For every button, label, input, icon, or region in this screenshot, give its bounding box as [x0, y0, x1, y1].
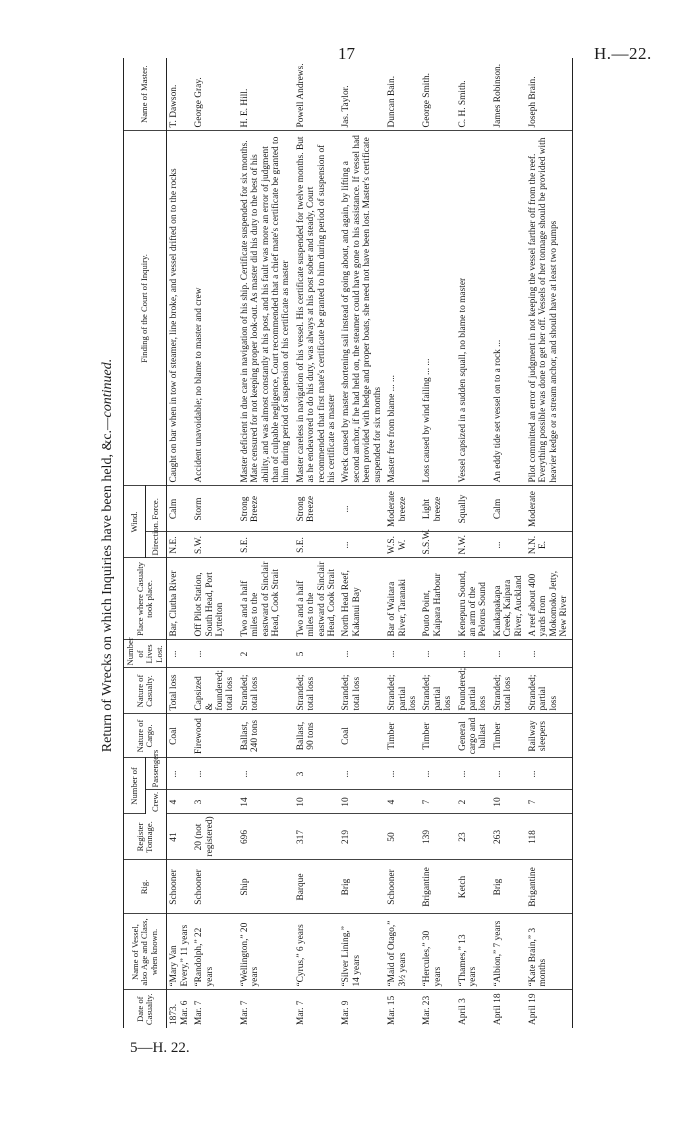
direction-cell: ... [491, 532, 526, 558]
vessel-cell: “Albion,” 7 years [491, 914, 526, 990]
casualty-cell: Stranded; partial loss [526, 668, 572, 714]
force-cell: ... [339, 486, 385, 532]
passengers-cell: ... [456, 758, 491, 790]
table-row [456, 58, 491, 1028]
passengers-cell: ... [339, 758, 385, 790]
lives-cell: ... [491, 640, 526, 668]
finding-cell: Wreck caused by master shortening sail instead of going about, and again, by lifting a second anchor, if he had held on, the steamer could have gone to his assistance. If vessel had been provided with hedge and proper boats, she need not have been lost. Master's certificate suspended for six months [339, 131, 385, 486]
finding-cell: Accident unavoidable; no blame to master and crew [192, 131, 238, 486]
master-cell: Powell Andrews. [294, 58, 340, 131]
direction-cell: S.S.W. [420, 532, 455, 558]
place-cell: Two and a half miles to the eastward of Sinclair Head, Cook Strait [294, 558, 340, 640]
master-cell: Joseph Brain. [526, 58, 572, 131]
header-wind: Wind. [124, 486, 146, 558]
table-row [192, 58, 238, 1028]
force-cell: Strong Breeze [294, 486, 340, 532]
header-direction: Direction. [145, 532, 167, 558]
master-cell: Jas. Taylor. [339, 58, 385, 131]
rig-cell: Ketch [456, 860, 491, 914]
date-cell: April 19 [526, 990, 572, 1028]
direction-cell: S.W. [192, 532, 238, 558]
casualty-cell: Total loss [167, 668, 192, 714]
crew-cell: 2 [456, 790, 491, 814]
rotated-table-area [95, 63, 685, 1028]
lives-cell: ... [192, 640, 238, 668]
header-tonnage: Register Tonnage. [124, 814, 167, 860]
passengers-cell: ... [385, 758, 420, 790]
direction-cell: N.E. [167, 532, 192, 558]
cargo-cell: Coal [339, 714, 385, 758]
force-cell: Moderate [526, 486, 572, 532]
cargo-cell: Firewood [192, 714, 238, 758]
vessel-cell: “Kate Brain,” 3 months [526, 914, 572, 990]
master-cell: H. E. Hill. [238, 58, 294, 131]
lives-cell: 2 [238, 640, 294, 668]
vessel-cell: “Hercules,” 30 years [420, 914, 455, 990]
finding-cell: Pilot committed an error of judgment in not keeping the vessel farther off from the reef. Everything possible was done to get her off. Vessels of her tonnage should be provided with heavier kedge or a stream anchor, and should have at least two pumps [526, 131, 572, 486]
crew-cell: 7 [420, 790, 455, 814]
crew-cell: 4 [167, 790, 192, 814]
rig-cell: Schooner [385, 860, 420, 914]
rig-cell: Ship [238, 860, 294, 914]
rig-cell: Brig [491, 860, 526, 914]
passengers-cell: ... [192, 758, 238, 790]
tonnage-cell: 50 [385, 814, 420, 860]
place-cell: Two and a half miles to the eastward of Sinclair Head, Cook Strait [238, 558, 294, 640]
passengers-cell: ... [167, 758, 192, 790]
place-cell: Bar, Clutha River [167, 558, 192, 640]
header-vessel: Name of Vessel, also Age and Class, when known. [124, 914, 167, 990]
header-casualty: Nature of Casualty. [124, 668, 167, 714]
lives-cell: ... [526, 640, 572, 668]
casualty-cell: Stranded; total loss [238, 668, 294, 714]
table-row [491, 58, 526, 1028]
date-cell: Mar. 7 [295, 1000, 306, 1025]
casualty-cell: Capsized & foundered; total loss [192, 668, 238, 714]
table-body [167, 58, 572, 1028]
table-row [526, 58, 572, 1028]
tonnage-cell: 263 [491, 814, 526, 860]
date-cell: Mar. 15 [387, 995, 398, 1025]
cargo-cell: General cargo and ballast [456, 714, 491, 758]
rig-cell: Brigantine [526, 860, 572, 914]
crew-cell: 10 [339, 790, 385, 814]
finding-cell: Vessel capsized in a sudden squall, no blame to master [456, 131, 491, 486]
cargo-cell: Railway sleepers [526, 714, 572, 758]
date-cell: Mar. 9 [341, 1000, 352, 1025]
place-cell: Kenepuru Sound, an arm of the Pelorus Sound [456, 558, 491, 640]
place-cell: A reef about 400 yards from Mokomoko Jetty, New River [526, 558, 572, 640]
tonnage-cell: 139 [420, 814, 455, 860]
rig-cell: Schooner [167, 860, 192, 914]
casualty-cell: Stranded; partial loss [420, 668, 455, 714]
tonnage-cell: 317 [294, 814, 340, 860]
header-date: Date of Casualty. [124, 990, 167, 1028]
title-suffix: —continued. [100, 358, 115, 430]
crew-cell: 10 [294, 790, 340, 814]
crew-cell: 3 [192, 790, 238, 814]
crew-cell: 14 [238, 790, 294, 814]
table-row [294, 58, 340, 1028]
passengers-cell: 3 [294, 758, 340, 790]
vessel-cell: “Cyrus,” 6 years [294, 914, 340, 990]
crew-cell: 10 [491, 790, 526, 814]
force-cell: Strong Breeze [238, 486, 294, 532]
master-cell: T. Dawson. [167, 58, 192, 131]
master-cell: James Robinson. [491, 58, 526, 131]
lives-cell: ... [167, 640, 192, 668]
tonnage-cell: 118 [526, 814, 572, 860]
rig-cell: Brig [339, 860, 385, 914]
crew-cell: 4 [385, 790, 420, 814]
passengers-cell: ... [420, 758, 455, 790]
direction-cell: N.N. E. [526, 532, 572, 558]
master-cell: Duncan Bain. [385, 58, 420, 131]
force-cell: Storm [192, 486, 238, 532]
finding-cell: Master free from blame ... ... [385, 131, 420, 486]
vessel-cell: “Thames,” 13 years [456, 914, 491, 990]
date-cell: Mar. 23 [422, 995, 433, 1025]
casualty-cell: Stranded; total loss [294, 668, 340, 714]
rig-cell: Barque [294, 860, 340, 914]
lives-cell: 5 [294, 640, 340, 668]
rig-cell: Brigantine [420, 860, 455, 914]
place-cell: Off Pilot Station, South Head, Port Lyttelton [192, 558, 238, 640]
cargo-cell: Ballast, 240 tons [238, 714, 294, 758]
date-cell: April 3 [457, 998, 468, 1025]
finding-cell: Master deficient in due care in navigation of his ship. Certificate suspended for six months. Mate censured for not keeping proper look-out. As master did his duty to the best of his ability, and was almost constantly at his post, and his fault was more an error of judgment than of culpable negligence, Court recommended that a chief mate's certificate be granted to him during period of suspension of his certificate as master [238, 131, 294, 486]
table-row [167, 58, 192, 1028]
cargo-cell: Coal [167, 714, 192, 758]
direction-cell: N.W. [456, 532, 491, 558]
force-cell: Moderate breeze [385, 486, 420, 532]
master-cell: C. H. Smith. [456, 58, 491, 131]
finding-cell: Loss caused by wind failing ... ... [420, 131, 455, 486]
passengers-cell: ... [238, 758, 294, 790]
passengers-cell: ... [491, 758, 526, 790]
direction-cell: ... [339, 532, 385, 558]
table-row [420, 58, 455, 1028]
finding-cell: Caught on bar when in tow of steamer, line broke, and vessel drifted on to the rocks [167, 131, 192, 486]
passengers-cell: ... [526, 758, 572, 790]
finding-cell: An eddy tide set vessel on to a rock ... [491, 131, 526, 486]
vessel-cell: “Maid of Otago,” 3½ years [385, 914, 420, 990]
cargo-cell: Timber [385, 714, 420, 758]
casualty-cell: Stranded; total loss [339, 668, 385, 714]
direction-cell: S.E. [294, 532, 340, 558]
header-master: Name of Master. [124, 58, 167, 131]
tonnage-cell: 219 [339, 814, 385, 860]
lives-cell: ... [456, 640, 491, 668]
vessel-cell: “Mary Van Every,” 11 years [167, 914, 192, 990]
wrecks-table [123, 58, 573, 1028]
document-reference: H.—22. [594, 44, 652, 63]
vessel-cell: “Randolph,” 22 years [192, 914, 238, 990]
date-cell: Mar. 7 [194, 1000, 205, 1025]
tonnage-cell: 23 [456, 814, 491, 860]
header-force: Force. [145, 486, 167, 532]
tonnage-cell: 696 [238, 814, 294, 860]
crew-cell: 7 [526, 790, 572, 814]
rig-cell: Schooner [192, 860, 238, 914]
direction-cell: W.S. W. [385, 532, 420, 558]
header-number-of: Number of [124, 758, 146, 814]
master-cell: George Gray. [192, 58, 238, 131]
date-cell: April 18 [492, 993, 503, 1025]
header-finding: Finding of the Court of Inquiry. [124, 131, 167, 486]
table-row [238, 58, 294, 1028]
table-row [385, 58, 420, 1028]
header-rig: Rig. [124, 860, 167, 914]
lives-cell: ... [420, 640, 455, 668]
header-crew: Crew. [145, 790, 167, 814]
casualty-cell: Stranded; total loss [491, 668, 526, 714]
lives-cell: ... [385, 640, 420, 668]
footer-reference: 5—H. 22. [130, 1040, 190, 1056]
header-place: Place where Casualty took place. [124, 558, 167, 640]
table-row [339, 58, 385, 1028]
casualty-cell: Foundered; partial loss [456, 668, 491, 714]
cargo-cell: Timber [491, 714, 526, 758]
title-main: Return of Wrecks on which Inquiries have been held, &c. [100, 429, 115, 753]
place-cell: Bar of Waitara River, Taranaki [385, 558, 420, 640]
force-cell: Calm [491, 486, 526, 532]
place-cell: North Head Reef, Kakanui Bay [339, 558, 385, 640]
force-cell: Light breeze [420, 486, 455, 532]
vessel-cell: “Silver Lining,” 14 years [339, 914, 385, 990]
cargo-cell: Ballast, 90 tons [294, 714, 340, 758]
force-cell: Calm [167, 486, 192, 532]
force-cell: Squally [456, 486, 491, 532]
cargo-cell: Timber [420, 714, 455, 758]
header-passengers: Passengers [145, 758, 167, 790]
page-number: 17 [338, 44, 355, 63]
place-cell: Kaukapakapa Creek, Kaipara River, Auckland [491, 558, 526, 640]
date-cell: Mar. 7 [239, 1000, 250, 1025]
place-cell: Pouto Point, Kaipara Harbour [420, 558, 455, 640]
tonnage-cell: 20 (not registered) [192, 814, 238, 860]
casualty-cell: Stranded; partial loss [385, 668, 420, 714]
direction-cell: S.E. [238, 532, 294, 558]
finding-cell: Master careless in navigation of his vessel. His certificate suspended for twelve months. But as he endeavored to do his duty, was always at his post sober and steady, Court recommended that first mate's certificate be granted to him during period of suspension of his certificate as master [294, 131, 340, 486]
master-cell: George Smith. [420, 58, 455, 131]
date-cell: 1873. Mar. 6 [169, 1000, 190, 1025]
header-cargo: Nature of Cargo. [124, 714, 167, 758]
tonnage-cell: 41 [167, 814, 192, 860]
table-title [95, 83, 121, 1028]
vessel-cell: “Wellington,” 20 years [238, 914, 294, 990]
lives-cell: ... [339, 640, 385, 668]
header-lives: Number of Lives Lost. [124, 640, 167, 668]
